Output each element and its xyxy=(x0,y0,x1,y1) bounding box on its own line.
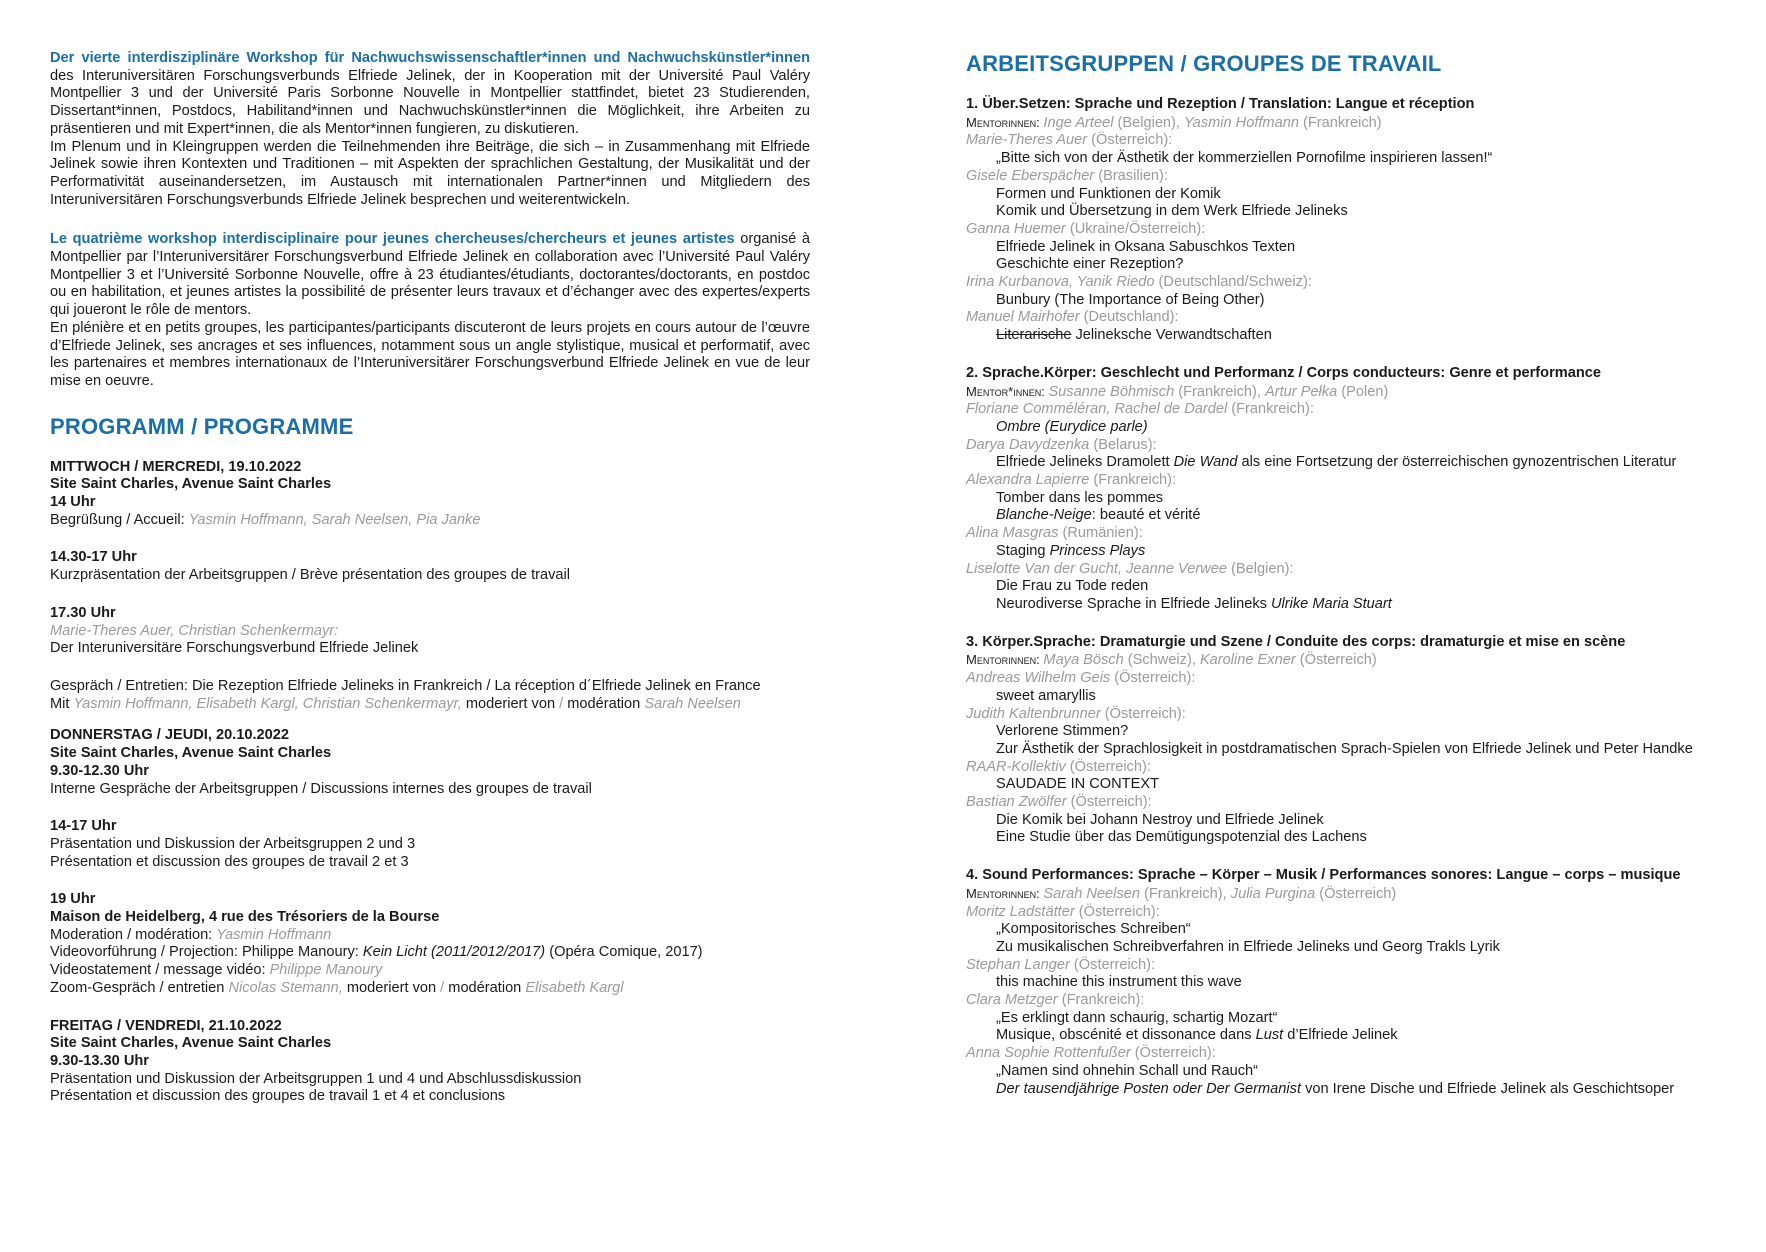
working-group-3 xyxy=(966,634,1726,847)
venue: Site Saint Charles, Avenue Saint Charles xyxy=(50,745,332,762)
group-title: 2. Sprache.Körper: Geschlecht und Performanz / Corps conducteurs: Genre et performance xyxy=(966,364,1601,381)
paper-title: Blanche-Neige: beauté et vérité xyxy=(996,507,1201,524)
intro-french xyxy=(50,231,810,390)
participant: Judith Kaltenbrunner (Österreich): xyxy=(966,705,1186,722)
time: 14-17 Uhr xyxy=(50,818,117,835)
time: 17.30 Uhr xyxy=(50,604,116,621)
intro-french-lead: Le quatrième workshop interdisciplinaire pour jeunes chercheuses/chercheurs et jeunes artistes xyxy=(50,231,735,248)
paper-title: Literarische Jelineksche Verwandtschaften xyxy=(996,327,1272,344)
event-label: Begrüßung / Accueil: xyxy=(50,511,189,528)
mentors: Mentorinnen: Sarah Neelsen (Frankreich), Julia Purgina (Österreich) xyxy=(966,885,1397,902)
paper-title: Ombre (Eurydice parle) xyxy=(996,418,1148,435)
participant: RAAR-Kollektiv (Österreich): xyxy=(966,758,1151,775)
participant: Irina Kurbanova, Yanik Riedo (Deutschland/Schweiz): xyxy=(966,274,1312,291)
participant: Alexandra Lapierre (Frankreich): xyxy=(966,472,1177,489)
participant: Marie-Theres Auer (Österreich): xyxy=(966,132,1173,149)
participant: Gisele Eberspächer (Brasilien): xyxy=(966,167,1168,184)
right-column xyxy=(966,50,1726,1098)
event-label: Présentation et discussion des groupes de travail 2 et 3 xyxy=(50,853,409,870)
participant: Andreas Wilhelm Geis (Österreich): xyxy=(966,670,1196,687)
group-title: 3. Körper.Sprache: Dramaturgie und Szene / Conduite des corps: dramaturgie et mise en scène xyxy=(966,633,1626,650)
paper-title: Zu musikalischen Schreibverfahren in Elfriede Jelineks und Georg Trakls Lyrik xyxy=(996,938,1500,955)
moderator-name: Yasmin Hoffmann xyxy=(216,926,332,943)
intro-text xyxy=(50,50,810,391)
paper-title: Der tausendjährige Posten oder Der Germanist von Irene Dische und Elfriede Jelinek als Geschichtsoper xyxy=(996,1080,1675,1097)
working-group-1 xyxy=(966,96,1726,345)
paper-title: Staging Princess Plays xyxy=(996,542,1146,559)
participant: Manuel Mairhofer (Deutschland): xyxy=(966,309,1179,326)
paper-title: „Namen sind ohnehin Schall und Rauch“ xyxy=(996,1062,1259,1079)
participant: Clara Metzger (Frankreich): xyxy=(966,992,1145,1009)
intro-german-lead: Der vierte interdisziplinäre Workshop für Nachwuchswissenschaftler*innen und Nachwuchskünstler*innen xyxy=(50,50,810,66)
film-title: Kein Licht (2011/2012/2017) xyxy=(362,944,546,961)
paper-title: Tomber dans les pommes xyxy=(996,489,1164,506)
mentors: Mentorinnen: Inge Arteel (Belgien), Yasmin Hoffmann (Frankreich) xyxy=(966,114,1382,131)
moderator-name: Sarah Neelsen xyxy=(644,695,741,712)
paper-title: Zur Ästhetik der Sprachlosigkeit in postdramatischen Sprach-Spielen von Elfriede Jelinek und Peter Handke xyxy=(996,740,1693,757)
venue: Site Saint Charles, Avenue Saint Charles xyxy=(50,1035,332,1052)
time: 9.30-13.30 Uhr xyxy=(50,1052,149,1069)
intro-german-body2: Im Plenum und in Kleingruppen werden die Teilnehmenden ihre Beiträge, die sich – in Zusammenhang mit Elfriede Jelinek sowie ihren Kontexten und Traditionen – mit Aspekten der sprachlichen Gestaltung, der Musikalität und der Performativität auseinandersetzen, im Austausch mit internationalen Partner*innen und Mitgliedern des Interuniversitären Forschungsverbunds Elfriede Jelinek besprechen und weiterentwickeln. xyxy=(50,138,810,208)
event-label: Interne Gespräche der Arbeitsgruppen / Discussions internes des groupes de travail xyxy=(50,780,592,797)
event-label: Présentation et discussion des groupes de travail 1 et 4 et conclusions xyxy=(50,1088,506,1105)
intro-french-body: organisé à Montpellier par l’Interuniversitärer Forschungsverbund Elfriede Jelinek en collaboration avec l’Université Paul Valéry Montpellier 3 et l’Université Sorbonne Nouvelle, offre à 23 étudiantes/étudiants, doctorantes/doctorants, en postdoc ou en habilitation, et jeunes artistes la possibilité de présenter leurs travaux et d’échanger avec des expertes/experts qui joueront le rôle de mentors. xyxy=(50,231,810,319)
event-names: Nicolas Stemann, xyxy=(228,979,343,996)
intro-french-body2: En plénière et en petits groupes, les participantes/participants discuteront de leurs projets en cours autour de l’œuvre d’Elfriede Jelinek, ses ancrages et ses influences, notamment sous un angle stylistique, musical et performatif, avec les partenaires et membres internationaux de l’Interuniversitärer Forschungsverbund Elfriede Jelinek en vue de leur mise en oeuvre. xyxy=(50,319,810,389)
paper-title: Musique, obscénité et dissonance dans Lust d’Elfriede Jelinek xyxy=(996,1027,1398,1044)
paper-title: Eine Studie über das Demütigungspotenzial des Lachens xyxy=(996,829,1367,846)
working-group-2 xyxy=(966,365,1726,614)
paper-title: SAUDADE IN CONTEXT xyxy=(996,776,1159,793)
paper-title: Bunbury (The Importance of Being Other) xyxy=(996,291,1265,308)
participant: Darya Davydzenka (Belarus): xyxy=(966,436,1157,453)
time: 14 Uhr xyxy=(50,494,96,511)
time: 9.30-12.30 Uhr xyxy=(50,762,149,779)
paper-title: Elfriede Jelineks Dramolett Die Wand als eine Fortsetzung der österreichischen gynozentrischen Literatur xyxy=(996,454,1677,471)
event-names: Marie-Theres Auer, Christian Schenkermayr: xyxy=(50,622,339,639)
day-heading: MITTWOCH / MERCREDI, 19.10.2022 xyxy=(50,458,302,475)
venue: Site Saint Charles, Avenue Saint Charles xyxy=(50,476,332,493)
paper-title: Neurodiverse Sprache in Elfriede Jelineks Ulrike Maria Stuart xyxy=(996,595,1392,612)
time: 19 Uhr xyxy=(50,891,96,908)
participant: Ganna Huemer (Ukraine/Österreich): xyxy=(966,220,1206,237)
paper-title: Die Komik bei Johann Nestroy und Elfriede Jelinek xyxy=(996,811,1324,828)
paper-title: „Bitte sich von der Ästhetik der kommerziellen Pornofilme inspirieren lassen!“ xyxy=(996,150,1493,167)
working-group-4 xyxy=(966,867,1726,1098)
paper-title: Formen und Funktionen der Komik xyxy=(996,185,1221,202)
paper-title: this machine this instrument this wave xyxy=(996,974,1242,991)
venue: Maison de Heidelberg, 4 rue des Trésoriers de la Bourse xyxy=(50,909,440,926)
day-heading: DONNERSTAG / JEUDI, 20.10.2022 xyxy=(50,727,289,744)
paper-title: sweet amaryllis xyxy=(996,687,1096,704)
event-label: Gespräch / Entretien: Die Rezeption Elfriede Jelineks in Frankreich / La réception d´Elfriede Jelinek en France xyxy=(50,677,761,694)
participant: Liselotte Van der Gucht, Jeanne Verwee (Belgien): xyxy=(966,560,1294,577)
participant: Moritz Ladstätter (Österreich): xyxy=(966,903,1160,920)
paper-title: Komik und Übersetzung in dem Werk Elfriede Jelineks xyxy=(996,203,1348,220)
programme-wednesday: MITTWOCH / MERCREDI, 19.10.2022 Site Saint Charles, Avenue Saint Charles 14 Uhr Begrüßung / Accueil: Yasmin Hoffmann, Sarah Neelsen, Pia Janke 14.30-17 Uhr Kurzpräsentation der Arbeitsgruppen / Brève présentation des groupes de travail 17.30 Uhr Marie-Theres Auer, Christian Schenkermayr: Der Interuniversitäre Forschungsverbund Elfriede Jelinek Gespräch / Entretien: Die Rezeption Elfriede Jelineks in Frankreich / La réception d´Elfriede Jelinek en France Mit Yasmin Hoffmann, Elisabeth Kargl, Christian Schenkermayr, moderiert von / modération Sarah Neelsen xyxy=(50,459,810,714)
moderator-name: Elisabeth Kargl xyxy=(525,979,624,996)
group-title: 4. Sound Performances: Sprache – Körper – Musik / Performances sonores: Langue – corps – musique xyxy=(966,867,1681,884)
paper-title: „Kompositorisches Schreiben“ xyxy=(996,921,1191,938)
event-label: Präsentation und Diskussion der Arbeitsgruppen 1 und 4 und Abschlussdiskussion xyxy=(50,1070,582,1087)
participant: Alina Masgras (Rumänien): xyxy=(966,525,1143,542)
intro-german-body: des Interuniversitären Forschungsverbunds Elfriede Jelinek, der in Kooperation mit der Université Paul Valéry Montpellier 3 und der Université Paris Sorbonne Nouvelle in Montpellier stattfindet, bietet 23 Studierenden, Dissertant*innen, Postdocs, Habilitand*innen und Nachwuchskünstler*innen die Möglichkeit, ihre Arbeiten zu präsentieren und mit Expert*innen, die als Mentor*innen fungieren, zu diskutieren. xyxy=(50,67,810,137)
paper-title: Geschichte einer Rezeption? xyxy=(996,256,1184,273)
left-column xyxy=(50,50,810,1106)
paper-title: Die Frau zu Tode reden xyxy=(996,578,1149,595)
mentors: Mentor*innen: Susanne Böhmisch (Frankreich), Artur Pełka (Polen) xyxy=(966,383,1389,400)
event-label: Präsentation und Diskussion der Arbeitsgruppen 2 und 3 xyxy=(50,835,416,852)
group-title: 1. Über.Setzen: Sprache und Rezeption / Translation: Langue et réception xyxy=(966,96,1475,112)
programme-friday xyxy=(50,1018,810,1107)
event-label: Der Interuniversitäre Forschungsverbund Elfriede Jelinek xyxy=(50,640,419,657)
participant: Floriane Comméléran, Rachel de Dardel (Frankreich): xyxy=(966,401,1314,418)
event-names: Yasmin Hoffmann, Elisabeth Kargl, Christian Schenkermayr, xyxy=(73,695,462,712)
day-heading: FREITAG / VENDREDI, 21.10.2022 xyxy=(50,1017,282,1034)
time: 14.30-17 Uhr xyxy=(50,549,137,566)
participant: Bastian Zwölfer (Österreich): xyxy=(966,794,1152,811)
intro-german xyxy=(50,50,810,209)
mentors: Mentorinnen: Maya Bösch (Schweiz), Karoline Exner (Österreich) xyxy=(966,652,1377,669)
groups-heading: ARBEITSGRUPPEN / GROUPES DE TRAVAIL xyxy=(966,51,1442,76)
paper-title: „Es erklingt dann schaurig, schartig Mozart“ xyxy=(996,1009,1278,1026)
event-names: Yasmin Hoffmann, Sarah Neelsen, Pia Janke xyxy=(188,511,481,528)
participant: Stephan Langer (Österreich): xyxy=(966,956,1156,973)
programme-thursday: DONNERSTAG / JEUDI, 20.10.2022 Site Saint Charles, Avenue Saint Charles 9.30-12.30 Uhr Interne Gespräche der Arbeitsgruppen / Discussions internes des groupes de travail 14-17 Uhr Präsentation und Diskussion der Arbeitsgruppen 2 und 3 Présentation et discussion des groupes de travail 2 et 3 19 Uhr Maison de Heidelberg, 4 rue des Trésoriers de la Bourse Moderation / modération: Yasmin Hoffmann Videovorführung / Projection: Philippe Manoury: Kein Licht (2011/2012/2017) (Opéra Comique, 2017) Videostatement / message vidéo: Philippe Manoury Zoom-Gespräch / entretien Nicolas Stemann, moderiert von / modération Elisabeth Kargl xyxy=(50,727,810,997)
paper-title: Elfriede Jelinek in Oksana Sabuschkos Texten xyxy=(996,238,1296,255)
programme-heading: PROGRAMM / PROGRAMME xyxy=(50,413,354,439)
event-names: Philippe Manoury xyxy=(269,962,383,979)
paper-title: Verlorene Stimmen? xyxy=(996,723,1129,740)
event-label: Kurzpräsentation der Arbeitsgruppen / Brève présentation des groupes de travail xyxy=(50,567,571,584)
participant: Anna Sophie Rottenfußer (Österreich): xyxy=(966,1045,1216,1062)
